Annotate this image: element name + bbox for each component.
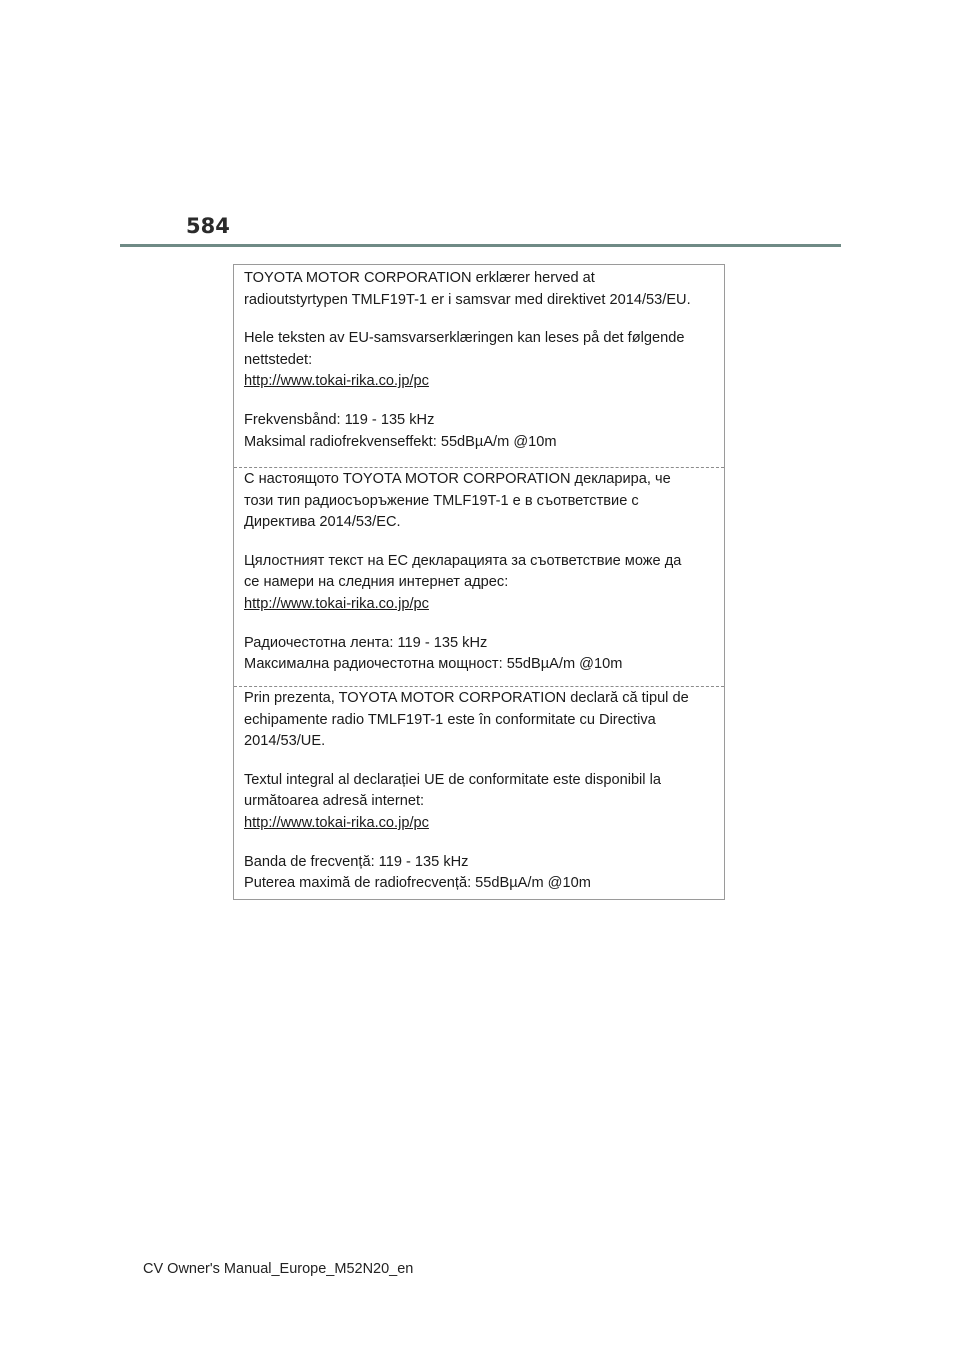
declaration-url-link[interactable]: http://www.tokai-rika.co.jp/pc <box>244 814 429 831</box>
max-power: Puterea maximă de radiofrecvență: 55dBµA/m @10m <box>244 875 591 892</box>
frequency-band: Радиочестотна лента: 119 - 135 kHz <box>244 634 488 651</box>
declaration-romanian <box>234 686 724 902</box>
info-line: Hele teksten av EU-samsvarserklæringen kan leses på det følgende <box>244 330 685 347</box>
info-line: Цялостният текст на ЕС декларацията за съответствие може да <box>244 552 682 569</box>
max-power: Максимална радиочестотна мощност: 55dBµA/m @10m <box>244 656 623 673</box>
statement-line: Prin prezenta, TOYOTA MOTOR CORPORATION declară că tipul de <box>244 690 689 706</box>
frequency-band: Banda de frecvență: 119 - 135 kHz <box>244 853 469 870</box>
header-divider <box>120 244 841 247</box>
statement-line: TOYOTA MOTOR CORPORATION erklærer herved at <box>244 270 595 286</box>
manual-footer: CV Owner's Manual_Europe_M52N20_en <box>143 1261 414 1277</box>
declaration-box <box>233 264 725 900</box>
statement-line: 2014/53/UE. <box>244 733 326 750</box>
info-line: Textul integral al declarației UE de conformitate este disponibil la <box>244 771 661 788</box>
frequency-band: Frekvensbånd: 119 - 135 kHz <box>244 411 435 428</box>
info-line: următoarea adresă internet: <box>244 793 425 810</box>
statement-line: този тип радиосъоръжение TMLF19T-1 е в съответствие с <box>244 492 639 509</box>
statement-line: radioutstyrtypen TMLF19T-1 er i samsvar med direktivet 2014/53/EU. <box>244 291 691 308</box>
declaration-bulgarian <box>234 467 724 688</box>
declaration-url-link[interactable]: http://www.tokai-rika.co.jp/pc <box>244 373 429 390</box>
statement-line: echipamente radio TMLF19T-1 este în conformitate cu Directiva <box>244 711 656 728</box>
declaration-url-link[interactable]: http://www.tokai-rika.co.jp/pc <box>244 595 429 612</box>
statement-line: Директива 2014/53/ЕС. <box>244 514 401 531</box>
info-line: nettstedet: <box>244 351 313 368</box>
page-number: 584 <box>186 214 230 238</box>
statement-line: С настоящото TOYOTA MOTOR CORPORATION декларира, че <box>244 471 671 487</box>
max-power: Maksimal radiofrekvenseffekt: 55dBµA/m @10m <box>244 433 557 450</box>
declaration-norwegian <box>234 265 724 470</box>
info-line: се намери на следния интернет адрес: <box>244 574 509 591</box>
